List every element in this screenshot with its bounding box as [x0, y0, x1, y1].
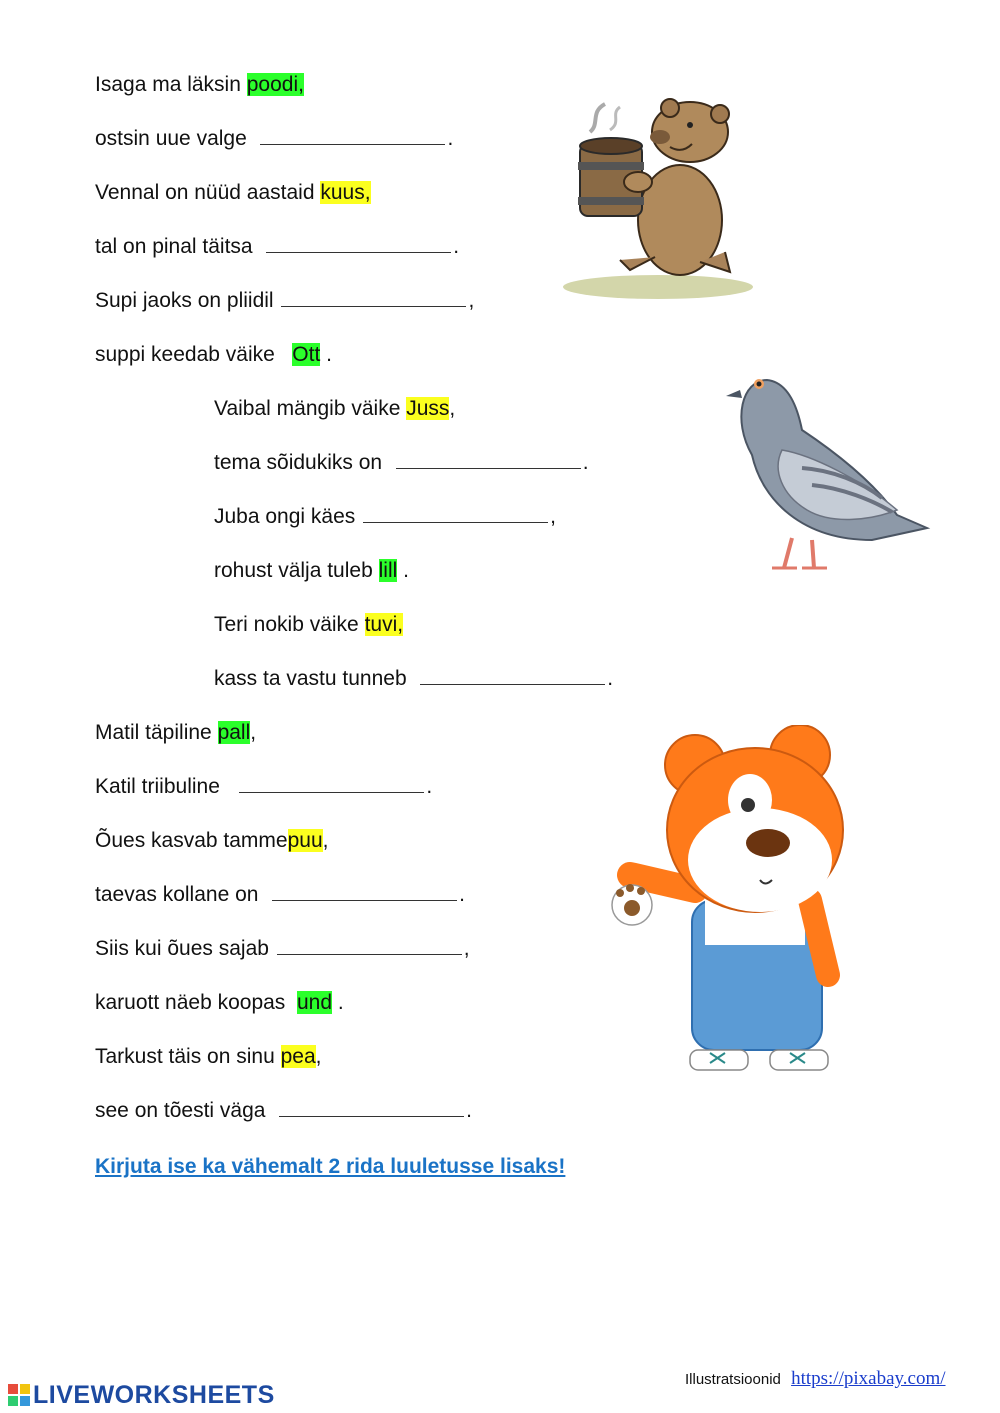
line-text: Teri nokib väike: [214, 613, 365, 636]
credit-label: Illustratsioonid: [685, 1371, 781, 1388]
line-text: Supi jaoks on pliidil: [95, 289, 280, 312]
line-punctuation: .: [426, 775, 433, 798]
line-text: Vaibal mängib väike: [214, 397, 407, 420]
line-text: Siis kui õues sajab: [95, 937, 275, 960]
pigeon-image: [722, 360, 937, 575]
poem-line: [95, 1042, 321, 1072]
line-punctuation: .: [466, 1099, 472, 1122]
answer-blank[interactable]: [277, 934, 462, 955]
poem-line: [95, 70, 304, 100]
line-text: rohust välja tuleb: [214, 559, 379, 582]
illustrations-credit: [685, 1368, 946, 1390]
poem-line: [214, 556, 409, 586]
rhyme-word: und: [296, 991, 333, 1014]
line-punctuation: .: [453, 235, 460, 258]
line-text: Juba ongi käes: [214, 505, 362, 528]
line-punctuation: ,: [322, 829, 329, 852]
line-text: see on tõesti väga: [95, 1099, 278, 1122]
poem-line: [214, 664, 613, 694]
answer-blank[interactable]: [420, 664, 605, 685]
line-text: tema sõidukiks on: [214, 451, 394, 474]
task-instruction: Kirjuta ise ka vähemalt 2 rida luuletusse lisaks!: [95, 1155, 566, 1178]
poem-line: [95, 988, 344, 1018]
pixabay-link[interactable]: https://pixabay.com/: [791, 1368, 946, 1389]
line-punctuation: ,: [468, 289, 475, 312]
logo-text: LIVEWORKSHEETS: [33, 1380, 275, 1409]
line-text: ostsin uue valge: [95, 127, 259, 150]
line-punctuation: ,: [550, 505, 556, 528]
line-text: karuott näeb koopas: [95, 991, 297, 1014]
rhyme-word: pall: [217, 721, 251, 744]
poem-line: [95, 340, 332, 370]
orange-bear-image: [610, 725, 845, 1085]
rhyme-word: lill: [378, 559, 398, 582]
poem-line: [214, 610, 403, 640]
rhyme-word: Ott: [292, 343, 321, 366]
line-punctuation: ,: [250, 721, 257, 744]
bear-with-barrel-image: [560, 92, 765, 307]
line-text: Matil täpiline: [95, 721, 218, 744]
line-text: Isaga ma läksin: [95, 73, 247, 96]
rhyme-word: tuvi,: [364, 613, 404, 636]
line-text: Vennal on nüüd aastaid: [95, 181, 321, 204]
line-text: taevas kollane on: [95, 883, 271, 906]
line-punctuation: .: [397, 559, 409, 582]
line-text: Katil triibuline: [95, 775, 238, 798]
poem-line: [95, 286, 474, 316]
answer-blank[interactable]: [363, 502, 548, 523]
line-punctuation: .: [459, 883, 465, 906]
line-punctuation: .: [447, 127, 454, 150]
answer-blank[interactable]: [266, 232, 451, 253]
poem-line: [95, 880, 465, 910]
poem-line: [95, 232, 459, 262]
poem-line: [214, 502, 556, 532]
rhyme-word: poodi,: [246, 73, 304, 96]
answer-blank[interactable]: [281, 286, 466, 307]
answer-blank[interactable]: [272, 880, 457, 901]
answer-blank[interactable]: [279, 1096, 464, 1117]
line-text: kass ta vastu tunneb: [214, 667, 419, 690]
line-text: suppi keedab väike: [95, 343, 293, 366]
poem-line: [95, 772, 432, 802]
rhyme-word: pea: [280, 1045, 316, 1068]
line-text: Õues kasvab tamme: [95, 829, 288, 852]
line-text: Tarkust täis on sinu: [95, 1045, 281, 1068]
poem-line: [95, 934, 470, 964]
liveworksheets-logo: [8, 1378, 275, 1412]
poem-line: [95, 718, 256, 748]
rhyme-word: puu: [287, 829, 323, 852]
line-text: tal on pinal täitsa: [95, 235, 265, 258]
line-punctuation: .: [607, 667, 614, 690]
line-punctuation: ,: [449, 397, 456, 420]
line-punctuation: ,: [315, 1045, 322, 1068]
poem-line: [214, 394, 455, 424]
poem-line: [95, 826, 328, 856]
line-punctuation: .: [320, 343, 332, 366]
rhyme-word: Juss: [406, 397, 450, 420]
answer-blank[interactable]: [260, 124, 445, 145]
answer-blank[interactable]: [239, 772, 424, 793]
poem-line: [95, 124, 453, 154]
line-punctuation: .: [332, 991, 344, 1014]
line-punctuation: .: [582, 451, 589, 474]
poem-line: [95, 178, 371, 208]
poem-line: [95, 1096, 472, 1126]
line-punctuation: ,: [463, 937, 470, 960]
poem-line: [214, 448, 589, 478]
logo-icon: [8, 1384, 30, 1406]
rhyme-word: kuus,: [320, 181, 371, 204]
answer-blank[interactable]: [396, 448, 581, 469]
